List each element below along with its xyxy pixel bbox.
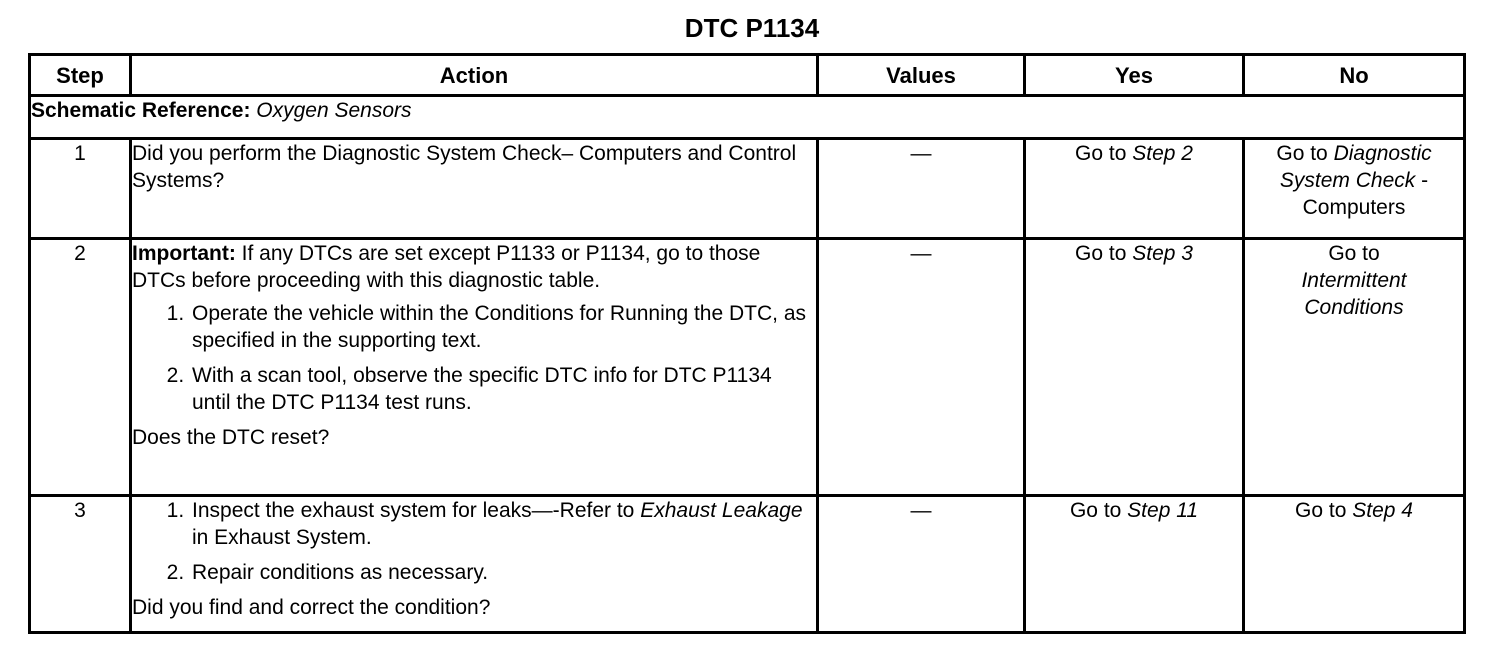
no-link[interactable]: Step 4 (1352, 499, 1413, 522)
header-values: Values (818, 55, 1025, 96)
action-cell (131, 239, 818, 496)
no-prefix: Go to (1276, 142, 1334, 165)
step-number: 1 (30, 139, 131, 239)
yes-link[interactable]: Step 11 (1127, 499, 1199, 522)
question-text: Did you find and correct the condition? (132, 596, 491, 619)
no-suffix: - Computers (1302, 169, 1429, 219)
header-action: Action (131, 55, 818, 96)
header-no: No (1244, 55, 1465, 96)
no-cell (1244, 139, 1465, 239)
yes-prefix: Go to (1075, 242, 1133, 265)
step-number: 2 (30, 239, 131, 496)
yes-prefix: Go to (1075, 142, 1133, 165)
action-text: Did you perform the Diagnostic System Check– Computers and Control Systems? (132, 142, 797, 192)
step-number: 3 (30, 496, 131, 633)
schematic-value: Oxygen Sensors (256, 99, 412, 122)
schematic-row (30, 96, 1465, 139)
header-step: Step (30, 55, 131, 96)
list-item: 2. With a scan tool, observe the specific DTC info for DTC P1134 until the DTC P1134 test runs. (190, 362, 816, 416)
no-link[interactable]: Intermittent Conditions (1301, 269, 1407, 319)
action-cell (131, 139, 818, 239)
item-suffix: in Exhaust System. (192, 526, 372, 549)
values-cell: — (818, 239, 1025, 496)
instruction-list (132, 497, 816, 586)
table-row (30, 139, 1465, 239)
question-text: Does the DTC reset? (132, 426, 330, 449)
yes-link[interactable]: Step 3 (1132, 242, 1193, 265)
no-cell (1244, 239, 1465, 496)
no-prefix: Go to (1328, 242, 1380, 265)
list-item: 2. Repair conditions as necessary. (190, 559, 816, 586)
item-reference[interactable]: Exhaust Leakage (640, 499, 803, 522)
important-label: Important: (132, 242, 236, 265)
header-row (30, 55, 1465, 96)
diagnostic-table (28, 53, 1466, 634)
yes-cell (1025, 239, 1244, 496)
item-text: Inspect the exhaust system for leaks—-Refer to (192, 499, 641, 522)
instruction-list (132, 300, 816, 416)
no-link[interactable]: Diagnostic System Check (1279, 142, 1432, 192)
values-cell: — (818, 496, 1025, 633)
values-cell: — (818, 139, 1025, 239)
schematic-reference (30, 96, 1465, 139)
important-note (132, 240, 816, 294)
page-title: DTC P1134 (684, 13, 820, 43)
header-yes: Yes (1025, 55, 1244, 96)
yes-cell (1025, 496, 1244, 633)
table-row (30, 239, 1465, 496)
schematic-label: Schematic Reference: (31, 99, 251, 122)
yes-link[interactable]: Step 2 (1132, 142, 1193, 165)
no-cell (1244, 496, 1465, 633)
yes-prefix: Go to (1069, 499, 1128, 522)
list-item: 1. Operate the vehicle within the Conditions for Running the DTC, as specified in the supporting text. (190, 300, 816, 354)
important-text: If any DTCs are set except P1133 or P1134, go to those DTCs before proceeding with this diagnostic table. (132, 242, 761, 292)
action-cell (131, 496, 818, 633)
table-row (30, 496, 1465, 633)
yes-cell (1025, 139, 1244, 239)
no-prefix: Go to (1295, 499, 1353, 522)
list-item (190, 497, 816, 551)
